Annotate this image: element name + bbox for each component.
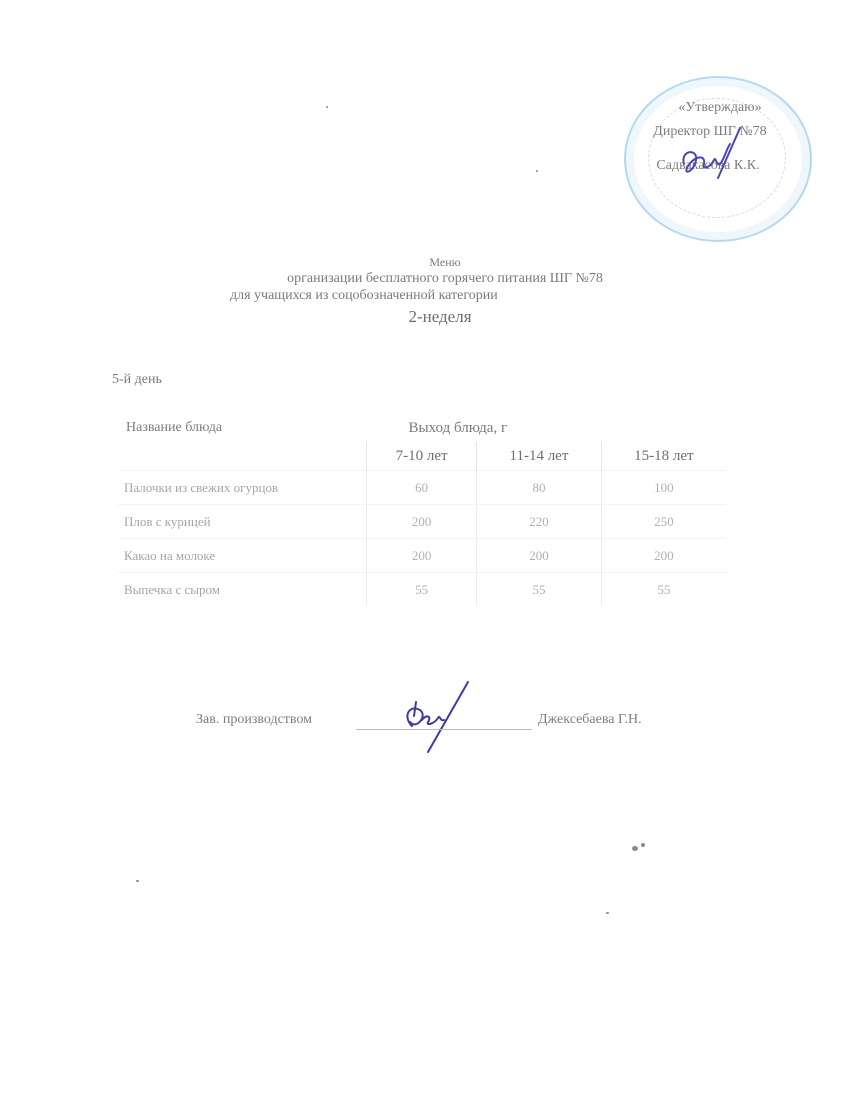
manager-name: Джексебаева Г.Н. <box>538 712 642 727</box>
yield-value: 200 <box>367 539 477 573</box>
scan-speck <box>326 106 328 108</box>
signature-line <box>356 729 532 730</box>
dish-name: Какао на молоке <box>118 539 367 573</box>
table-row <box>118 573 726 607</box>
title-organization: организации бесплатного горячего питания ШГ №78 <box>287 271 603 286</box>
scan-speck <box>606 912 609 914</box>
table-header-row <box>118 414 726 442</box>
yield-value: 80 <box>477 471 602 505</box>
yield-value: 220 <box>477 505 602 539</box>
yield-value: 100 <box>601 471 726 505</box>
title-menu: Меню <box>429 255 461 269</box>
yield-value: 55 <box>601 573 726 607</box>
dish-name: Плов с курицей <box>118 505 367 539</box>
dish-name: Выпечка с сыром <box>118 573 367 607</box>
column-header-empty <box>118 442 367 471</box>
manager-role: Зав. производством <box>196 712 313 727</box>
table-row <box>118 539 726 573</box>
title-week: 2-неделя <box>408 307 472 326</box>
table-row <box>118 471 726 505</box>
director-signature-icon <box>672 120 752 200</box>
yield-value: 60 <box>367 471 477 505</box>
scan-speck <box>136 880 139 882</box>
approval-signatory: Садвакасова К.К. <box>656 158 760 173</box>
column-header-yield: Выход блюда, г <box>408 419 508 436</box>
dish-name: Палочки из свежих огурцов <box>118 471 367 505</box>
table-age-header-row <box>118 442 726 471</box>
document-title <box>180 254 700 329</box>
column-header-age-11-14: 11-14 лет <box>477 442 602 471</box>
table-row <box>118 505 726 539</box>
yield-value: 200 <box>477 539 602 573</box>
column-header-age-15-18: 15-18 лет <box>601 442 726 471</box>
yield-value: 250 <box>601 505 726 539</box>
yield-value: 55 <box>367 573 477 607</box>
yield-value: 200 <box>367 505 477 539</box>
approval-position: Директор ШГ №78 <box>653 124 767 139</box>
scan-speck <box>641 843 645 847</box>
manager-signature-icon <box>392 676 472 756</box>
yield-value: 200 <box>601 539 726 573</box>
scan-speck <box>632 846 638 851</box>
approval-heading: «Утверждаю» <box>678 100 762 115</box>
title-category: для учащихся из соцобозначенной категории <box>230 288 498 303</box>
yield-value: 55 <box>477 573 602 607</box>
column-header-age-7-10: 7-10 лет <box>367 442 477 471</box>
scan-speck <box>536 170 538 172</box>
menu-table <box>118 414 726 606</box>
column-header-dish: Название блюда <box>126 420 223 435</box>
day-label: 5-й день <box>112 372 162 387</box>
